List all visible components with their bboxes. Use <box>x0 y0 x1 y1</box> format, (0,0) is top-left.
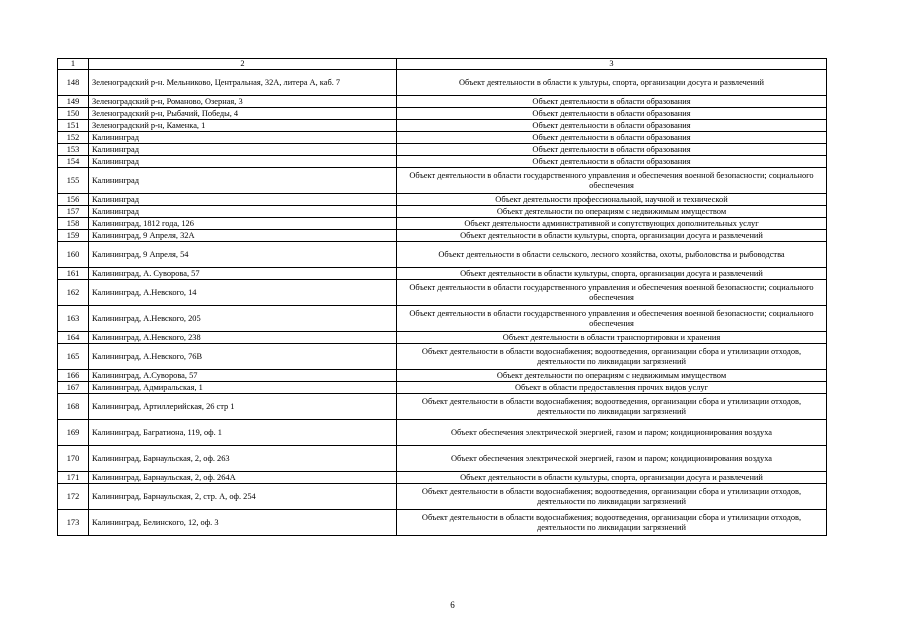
row-number: 154 <box>58 156 89 168</box>
row-activity: Объект деятельности в области образования <box>397 144 827 156</box>
row-number: 159 <box>58 230 89 242</box>
row-number: 157 <box>58 206 89 218</box>
table-row <box>58 70 827 96</box>
row-address: Калининград, А.Невского, 76В <box>89 344 397 370</box>
row-number: 169 <box>58 420 89 446</box>
row-number: 150 <box>58 108 89 120</box>
row-address: Калининград, 1812 года, 126 <box>89 218 397 230</box>
table-row <box>58 446 827 472</box>
page-number: 6 <box>450 600 455 610</box>
row-number: 151 <box>58 120 89 132</box>
table-row <box>58 132 827 144</box>
table-row <box>58 344 827 370</box>
row-number: 158 <box>58 218 89 230</box>
row-address: Калининград, А.Невского, 205 <box>89 306 397 332</box>
row-activity: Объект обеспечения электрической энергией, газом и паром; кондиционирования воздуха <box>397 420 827 446</box>
row-address: Калининград <box>89 194 397 206</box>
row-number: 161 <box>58 268 89 280</box>
row-number: 167 <box>58 382 89 394</box>
row-number: 160 <box>58 242 89 268</box>
table-row <box>58 206 827 218</box>
row-number: 172 <box>58 484 89 510</box>
row-address: Зеленоградский р-н. Мельниково, Центральная, 32А, литера А, каб. 7 <box>89 70 397 96</box>
header-col-2: 2 <box>89 59 397 70</box>
row-address: Калининград, А.Невского, 238 <box>89 332 397 344</box>
table-row <box>58 268 827 280</box>
row-number: 156 <box>58 194 89 206</box>
table-row <box>58 144 827 156</box>
row-number: 152 <box>58 132 89 144</box>
table-row <box>58 120 827 132</box>
table-row <box>58 332 827 344</box>
row-activity: Объект деятельности административной и сопутствующих дополнительных услуг <box>397 218 827 230</box>
table-row <box>58 510 827 536</box>
row-activity: Объект деятельности в области государственного управления и обеспечения военной безопасности; социального обеспечения <box>397 280 827 306</box>
row-address: Калининград, А. Суворова, 57 <box>89 268 397 280</box>
row-address: Калининград, 9 Апреля, 32А <box>89 230 397 242</box>
document-table <box>57 58 827 536</box>
row-activity: Объект деятельности в области образования <box>397 120 827 132</box>
row-activity: Объект в области предоставления прочих видов услуг <box>397 382 827 394</box>
row-address: Калининград <box>89 206 397 218</box>
row-number: 149 <box>58 96 89 108</box>
row-number: 168 <box>58 394 89 420</box>
row-activity: Объект деятельности в области государственного управления и обеспечения военной безопасности; социального обеспечения <box>397 306 827 332</box>
row-number: 153 <box>58 144 89 156</box>
row-address: Зеленоградский р-н, Каменка, 1 <box>89 120 397 132</box>
row-number: 171 <box>58 472 89 484</box>
header-col-3: 3 <box>397 59 827 70</box>
row-address: Калининград, Барнаульская, 2, стр. А, оф. 254 <box>89 484 397 510</box>
header-col-1: 1 <box>58 59 89 70</box>
row-address: Зеленоградский р-н, Романово, Озерная, 3 <box>89 96 397 108</box>
table-row <box>58 472 827 484</box>
row-activity: Объект деятельности в области водоснабжения; водоотведения, организации сбора и утилизации отходов, деятельности по ликвидации загрязнений <box>397 344 827 370</box>
table-row <box>58 370 827 382</box>
table-body <box>58 70 827 536</box>
table-row <box>58 230 827 242</box>
table-row <box>58 420 827 446</box>
row-number: 162 <box>58 280 89 306</box>
table-row <box>58 484 827 510</box>
row-address: Калининград, 9 Апреля, 54 <box>89 242 397 268</box>
row-activity: Объект деятельности профессиональной, научной и технической <box>397 194 827 206</box>
row-address: Калининград, Адмиральская, 1 <box>89 382 397 394</box>
row-number: 155 <box>58 168 89 194</box>
header-row <box>58 59 827 70</box>
row-number: 166 <box>58 370 89 382</box>
row-number: 148 <box>58 70 89 96</box>
row-address: Калининград, Белинского, 12, оф. 3 <box>89 510 397 536</box>
row-activity: Объект деятельности в области государственного управления и обеспечения военной безопасности; социального обеспечения <box>397 168 827 194</box>
row-activity: Объект деятельности в области водоснабжения; водоотведения, организации сбора и утилизации отходов, деятельности по ликвидации загрязнений <box>397 484 827 510</box>
row-activity: Объект деятельности в области образования <box>397 96 827 108</box>
row-activity: Объект деятельности в области водоснабжения; водоотведения, организации сбора и утилизации отходов, деятельности по ликвидации загрязнений <box>397 394 827 420</box>
row-activity: Объект деятельности в области к ультуры, спорта, организации досуга и развлечений <box>397 70 827 96</box>
row-activity: Объект деятельности в области образования <box>397 108 827 120</box>
row-number: 165 <box>58 344 89 370</box>
row-number: 164 <box>58 332 89 344</box>
row-address: Калининград, А.Суворова, 57 <box>89 370 397 382</box>
table-row <box>58 156 827 168</box>
row-address: Зеленоградский р-н, Рыбачий, Победы, 4 <box>89 108 397 120</box>
row-number: 173 <box>58 510 89 536</box>
row-activity: Объект деятельности в области водоснабжения; водоотведения, организации сбора и утилизации отходов, деятельности по ликвидации загрязнений <box>397 510 827 536</box>
table-row <box>58 306 827 332</box>
row-number: 170 <box>58 446 89 472</box>
row-address: Калининград, А.Невского, 14 <box>89 280 397 306</box>
row-activity: Объект деятельности в области культуры, спорта, организации досуга и развлечений <box>397 230 827 242</box>
row-activity: Объект обеспечения электрической энергией, газом и паром; кондиционирования воздуха <box>397 446 827 472</box>
row-address: Калининград <box>89 168 397 194</box>
table-row <box>58 382 827 394</box>
row-address: Калининград, Артиллерийская, 26 стр 1 <box>89 394 397 420</box>
row-address: Калининград <box>89 144 397 156</box>
row-address: Калининград, Багратиона, 119, оф. 1 <box>89 420 397 446</box>
row-address: Калининград <box>89 132 397 144</box>
row-activity: Объект деятельности в области культуры, спорта, организации досуга и развлечений <box>397 268 827 280</box>
row-number: 163 <box>58 306 89 332</box>
table-row <box>58 96 827 108</box>
row-activity: Объект деятельности в области образования <box>397 156 827 168</box>
table-row <box>58 394 827 420</box>
row-activity: Объект деятельности по операциям с недвижимым имуществом <box>397 370 827 382</box>
row-activity: Объект деятельности в области образования <box>397 132 827 144</box>
table-row <box>58 218 827 230</box>
row-address: Калининград, Барнаульская, 2, оф. 264А <box>89 472 397 484</box>
row-activity: Объект деятельности в области сельского, лесного хозяйства, охоты, рыболовства и рыбоводства <box>397 242 827 268</box>
row-address: Калининград <box>89 156 397 168</box>
table-header <box>58 59 827 70</box>
table-row <box>58 194 827 206</box>
table-row <box>58 242 827 268</box>
table-row <box>58 168 827 194</box>
row-activity: Объект деятельности в области транспортировки и хранения <box>397 332 827 344</box>
table-row <box>58 108 827 120</box>
table-row <box>58 280 827 306</box>
row-address: Калининград, Барнаульская, 2, оф. 263 <box>89 446 397 472</box>
row-activity: Объект деятельности по операциям с недвижимым имуществом <box>397 206 827 218</box>
row-activity: Объект деятельности в области культуры, спорта, организации досуга и развлечений <box>397 472 827 484</box>
